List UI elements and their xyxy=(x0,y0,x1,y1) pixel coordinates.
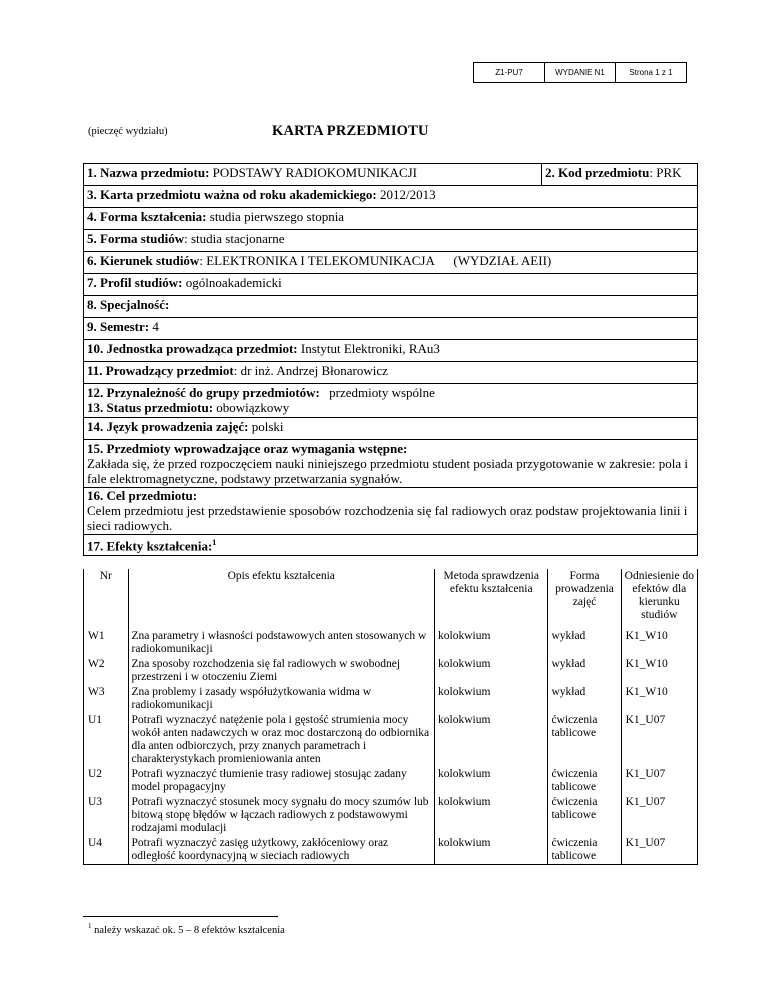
field-value: : studia stacjonarne xyxy=(184,231,285,246)
field-label: 16. Cel przedmiotu: xyxy=(87,488,198,503)
doc-code: Z1-PU7 xyxy=(474,63,545,83)
field-major xyxy=(84,252,698,274)
field-prerequisites-goal xyxy=(84,440,698,556)
outcome-reference: K1_W10 xyxy=(621,657,697,685)
field-value: : ELEKTRONIKA I TELEKOMUNIKACJA xyxy=(199,253,435,268)
outcome-method: kolokwium xyxy=(435,685,548,713)
outcome-reference: K1_W10 xyxy=(621,685,697,713)
col-header-form: Forma prowadzenia zajęć xyxy=(548,569,621,629)
table-row xyxy=(84,713,698,767)
outcome-description: Potrafi wyznaczyć natężenie pola i gęstość strumienia mocy wokół anten nadawczych w oraz moc dostarczoną do odbiornika dla anten odbiorczych, przy znanych parametrach i charakterystykach promieniowania anten xyxy=(128,713,434,767)
table-row xyxy=(84,657,698,685)
col-header-description: Opis efektu kształcenia xyxy=(128,569,434,629)
col-header-nr: Nr xyxy=(84,569,129,629)
outcome-form: ćwiczenia tablicowe xyxy=(548,767,621,795)
table-row xyxy=(84,629,698,657)
field-language xyxy=(84,418,698,440)
table-row xyxy=(84,836,698,865)
outcome-method: kolokwium xyxy=(435,836,548,865)
outcome-nr: W3 xyxy=(84,685,129,713)
outcome-form: ćwiczenia tablicowe xyxy=(548,795,621,836)
outcome-reference: K1_W10 xyxy=(621,629,697,657)
outcome-reference: K1_U07 xyxy=(621,767,697,795)
outcome-form: ćwiczenia tablicowe xyxy=(548,713,621,767)
field-label: 5. Forma studiów xyxy=(87,231,185,246)
outcome-form: wykład xyxy=(548,657,621,685)
outcome-description: Zna sposoby rozchodzenia się fal radiowych w swobodnej przestrzeni i w otoczeniu Ziemi xyxy=(128,657,434,685)
field-education-form xyxy=(84,208,698,230)
outcome-description: Potrafi wyznaczyć tłumienie trasy radiowej stosując zadany model propagacyjny xyxy=(128,767,434,795)
field-label: 10. Jednostka prowadząca przedmiot: xyxy=(87,341,298,356)
outcome-nr: U1 xyxy=(84,713,129,767)
field-subject-group xyxy=(87,385,694,400)
outcome-method: kolokwium xyxy=(435,629,548,657)
outcome-reference: K1_U07 xyxy=(621,713,697,767)
outcome-method: kolokwium xyxy=(435,657,548,685)
table-header-row xyxy=(84,569,698,629)
edition: WYDANIE N1 xyxy=(545,63,616,83)
footnote-ref: 1 xyxy=(212,538,217,547)
outcome-description: Potrafi wyznaczyć stosunek mocy sygnału do mocy szumów lub bitową stopę błędów w łączach radiowych z podstawowymi rodzajami modulacji xyxy=(128,795,434,836)
field-profile xyxy=(84,274,698,296)
field-label: 12. Przynależność do grupy przedmiotów: xyxy=(87,385,320,400)
field-group-status xyxy=(84,384,698,418)
field-unit xyxy=(84,340,698,362)
outcome-form: wykład xyxy=(548,685,621,713)
prerequisites-text: Zakłada się, że przed rozpoczęciem nauki niniejszego przedmiotu student posiada przygotowanie w zakresie: pola i fale elektromagnetyczne, podstawy przetwarzania sygnałów. xyxy=(87,456,689,486)
field-value: PODSTAWY RADIOKOMUNIKACJI xyxy=(212,165,418,180)
field-label: 4. Forma kształcenia: xyxy=(87,209,207,224)
field-value: polski xyxy=(251,419,284,434)
table-row xyxy=(84,685,698,713)
field-label: 11. Prowadzący przedmiot xyxy=(87,363,234,378)
field-label: 13. Status przedmiotu: xyxy=(87,400,214,415)
outcome-form: wykład xyxy=(548,629,621,657)
col-header-reference: Odniesienie do efektów dla kierunku studiów xyxy=(621,569,697,629)
field-specialty xyxy=(84,296,698,318)
field-value: ogólnoakademicki xyxy=(185,275,282,290)
page-title: KARTA PRZEDMIOTU xyxy=(272,123,429,139)
footnote xyxy=(88,922,285,936)
course-goal-text: Celem przedmiotu jest przedstawienie sposobów rozchodzenia się fal radiowych oraz podstaw projektowania linii i sieci radiowych. xyxy=(87,503,688,533)
faculty-name: (WYDZIAŁ AEII) xyxy=(453,253,552,268)
outcome-description: Zna parametry i własności podstawowych anten stosowanych w radiokomunikacji xyxy=(128,629,434,657)
outcome-description: Zna problemy i zasady współużytkowania widma w radiokomunikacji xyxy=(128,685,434,713)
field-lecturer xyxy=(84,362,698,384)
outcome-method: kolokwium xyxy=(435,713,548,767)
field-label: 9. Semestr: xyxy=(87,319,150,334)
field-value: przedmioty wspólne xyxy=(329,385,435,400)
learning-outcomes-table xyxy=(83,569,698,865)
outcome-description: Potrafi wyznaczyć zasięg użytkowy, zakłóceniowy oraz odległość koordynacyjną w sieciach radiowych xyxy=(128,836,434,865)
footnote-mark: 1 xyxy=(88,922,92,930)
field-value: obowiązkowy xyxy=(216,400,290,415)
outcome-reference: K1_U07 xyxy=(621,836,697,865)
field-label: 1. Nazwa przedmiotu: xyxy=(87,165,210,180)
field-value: 4 xyxy=(152,319,159,334)
outcome-nr: U4 xyxy=(84,836,129,865)
outcome-reference: K1_U07 xyxy=(621,795,697,836)
field-label: 17. Efekty kształcenia: xyxy=(87,538,213,554)
field-value: Instytut Elektroniki, RAu3 xyxy=(300,341,440,356)
field-semester xyxy=(84,318,698,340)
outcome-form: ćwiczenia tablicowe xyxy=(548,836,621,865)
field-value: : PRK xyxy=(649,165,682,180)
page-number: Strona 1 z 1 xyxy=(616,63,687,83)
field-subject-status xyxy=(87,400,694,415)
field-valid-year xyxy=(84,186,698,208)
outcome-nr: W1 xyxy=(84,629,129,657)
col-header-method: Metoda sprawdzenia efektu kształcenia xyxy=(435,569,548,629)
outcome-nr: U2 xyxy=(84,767,129,795)
field-course-name xyxy=(84,164,542,186)
outcome-method: kolokwium xyxy=(435,795,548,836)
field-label: 8. Specjalność: xyxy=(87,297,170,312)
field-study-form xyxy=(84,230,698,252)
field-label: 14. Język prowadzenia zajęć: xyxy=(87,419,249,434)
field-label: 7. Profil studiów: xyxy=(87,275,183,290)
field-label: 6. Kierunek studiów xyxy=(87,253,200,268)
course-form xyxy=(83,163,698,556)
field-value: studia pierwszego stopnia xyxy=(209,209,345,224)
footnote-text: należy wskazać ok. 5 – 8 efektów kształcenia xyxy=(94,925,285,936)
document-id-table xyxy=(473,62,687,83)
table-row xyxy=(84,767,698,795)
footnote-separator xyxy=(83,916,278,917)
outcome-nr: U3 xyxy=(84,795,129,836)
field-value: 2012/2013 xyxy=(379,187,436,202)
faculty-stamp-label: (pieczęć wydziału) xyxy=(88,126,168,137)
outcome-nr: W2 xyxy=(84,657,129,685)
field-label: 3. Karta przedmiotu ważna od roku akademickiego: xyxy=(87,187,377,202)
field-course-code xyxy=(542,164,698,186)
outcome-method: kolokwium xyxy=(435,767,548,795)
field-label: 15. Przedmioty wprowadzające oraz wymagania wstępne: xyxy=(87,441,408,456)
table-row xyxy=(84,795,698,836)
field-value: : dr inż. Andrzej Błonarowicz xyxy=(233,363,388,378)
field-label: 2. Kod przedmiotu xyxy=(545,165,650,180)
